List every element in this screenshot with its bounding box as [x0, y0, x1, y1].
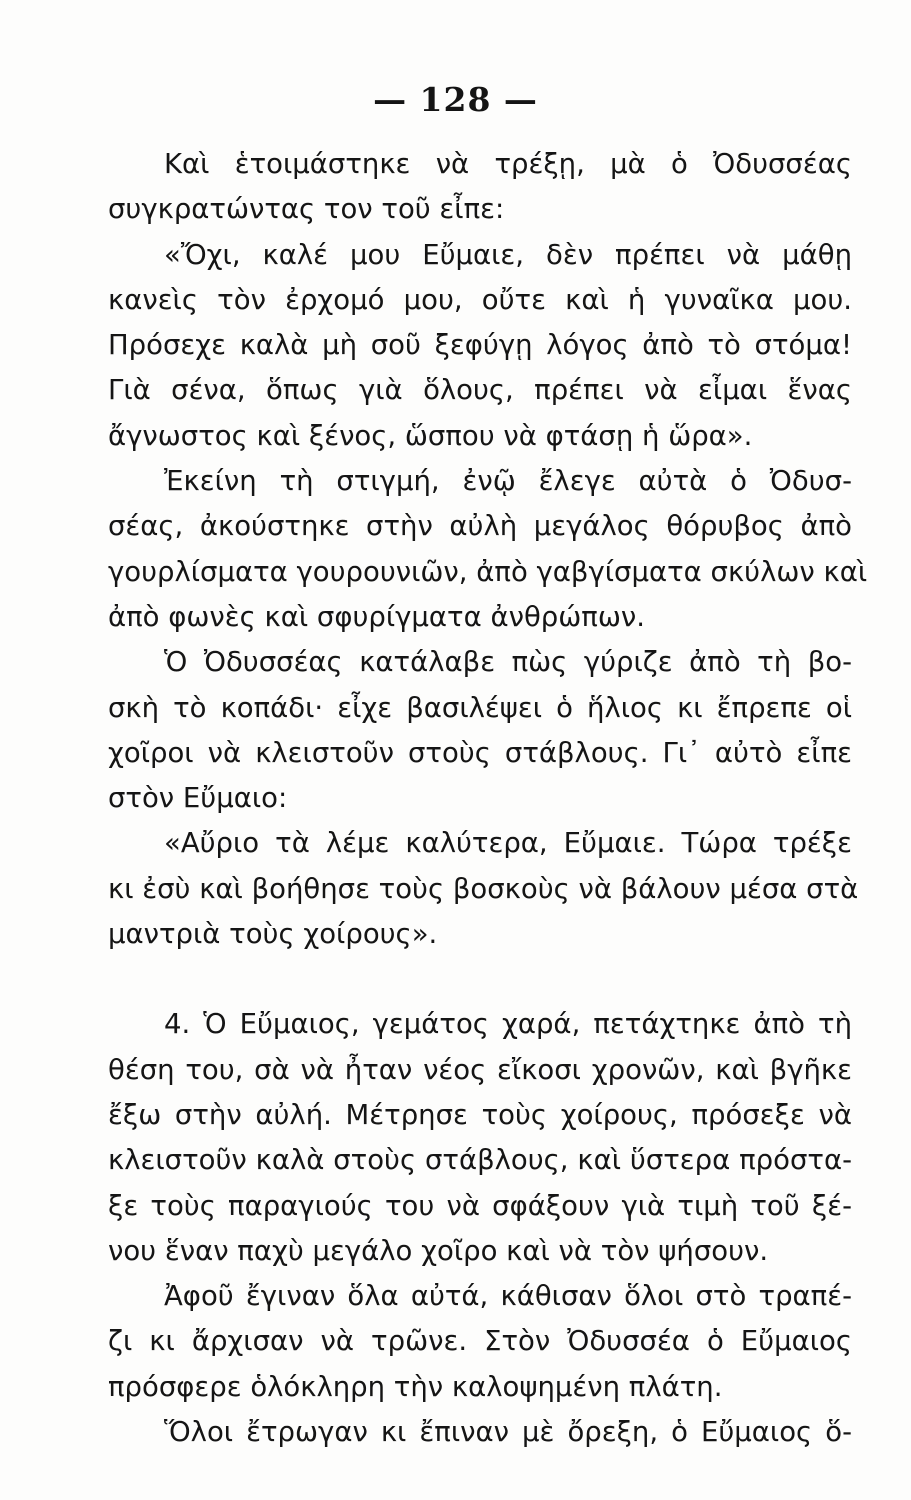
text-line: «Αὔριο τὰ λέμε καλύτερα, Εὔμαιε. Τώρα τρέξε — [164, 827, 852, 860]
body-text — [108, 142, 868, 1455]
section-gap — [108, 957, 852, 1002]
text-line: πρόσφερε ὁλόκληρη τὴν καλοψημένη πλάτη. — [108, 1370, 723, 1403]
text-line: γουρλίσματα γουρουνιῶν, ἀπὸ γαβγίσματα σκύλων καὶ — [108, 555, 868, 588]
text-line: χοῖροι νὰ κλειστοῦν στοὺς στάβλους. Γι᾿ αὐτὸ εἶπε — [108, 736, 852, 769]
text-line: Ἐκείνη τὴ στιγμή, ἐνῷ ἔλεγε αὐτὰ ὁ Ὀδυσ- — [164, 465, 852, 498]
text-line: ἀπὸ φωνὲς καὶ σφυρίγματα ἀνθρώπων. — [108, 600, 645, 633]
text-line: ζι κι ἄρχισαν νὰ τρῶνε. Στὸν Ὀδυσσέα ὁ Εὔμαιος — [108, 1325, 852, 1358]
text-line: κλειστοῦν καλὰ στοὺς στάβλους, καὶ ὕστερα πρόστα- — [108, 1144, 852, 1177]
text-line: Ἀφοῦ ἔγιναν ὅλα αὐτά, κάθισαν ὅλοι στὸ τραπέ- — [164, 1280, 852, 1313]
text-line: μαντριὰ τοὺς χοίρους». — [108, 918, 438, 951]
text-line: κι ἐσὺ καὶ βοήθησε τοὺς βοσκοὺς νὰ βάλουν μέσα στὰ — [108, 872, 859, 905]
text-line: συγκρατώντας τον τοῦ εἶπε: — [108, 193, 505, 226]
text-line: ἄγνωστος καὶ ξένος, ὥσπου νὰ φτάσῃ ἡ ὥρα». — [108, 419, 753, 452]
text-line: κανεὶς τὸν ἐρχομό μου, οὔτε καὶ ἡ γυναῖκα μου. — [108, 283, 852, 316]
text-line: ξε τοὺς παραγιούς του νὰ σφάξουν γιὰ τιμὴ τοῦ ξέ- — [108, 1189, 852, 1222]
text-line: νου ἕναν παχὺ μεγάλο χοῖρο καὶ νὰ τὸν ψήσουν. — [108, 1234, 769, 1267]
page-number: — 128 — — [373, 80, 538, 119]
text-line: «Ὄχι, καλέ μου Εὔμαιε, δὲν πρέπει νὰ μάθῃ — [164, 238, 852, 271]
text-line: 4. Ὁ Εὔμαιος, γεμάτος χαρά, πετάχτηκε ἀπὸ τὴ — [164, 1008, 852, 1041]
text-line: Καὶ ἑτοιμάστηκε νὰ τρέξῃ, μὰ ὁ Ὀδυσσέας — [164, 148, 852, 180]
text-line: Ὁ Ὀδυσσέας κατάλαβε πὼς γύριζε ἀπὸ τὴ βο- — [164, 646, 852, 679]
text-line: σκὴ τὸ κοπάδι· εἶχε βασιλέψει ὁ ἥλιος κι ἔπρεπε οἱ — [108, 691, 852, 724]
text-line: Ὅλοι ἔτρωγαν κι ἔπιναν μὲ ὄρεξη, ὁ Εὔμαιος ὅ- — [164, 1416, 852, 1449]
text-line: Πρόσεχε καλὰ μὴ σοῦ ξεφύγῃ λόγος ἀπὸ τὸ στόμα! — [108, 329, 852, 362]
text-line: σέας, ἀκούστηκε στὴν αὐλὴ μεγάλος θόρυβος ἀπὸ — [108, 510, 852, 543]
text-line: στὸν Εὔμαιο: — [108, 782, 288, 815]
text-line: Γιὰ σένα, ὅπως γιὰ ὅλους, πρέπει νὰ εἶμαι ἕνας — [108, 374, 852, 407]
text-line: θέση του, σὰ νὰ ἦταν νέος εἴκοσι χρονῶν, καὶ βγῆκε — [108, 1053, 852, 1086]
text-line: ἔξω στὴν αὐλή. Μέτρησε τοὺς χοίρους, πρόσεξε νὰ — [108, 1098, 852, 1131]
